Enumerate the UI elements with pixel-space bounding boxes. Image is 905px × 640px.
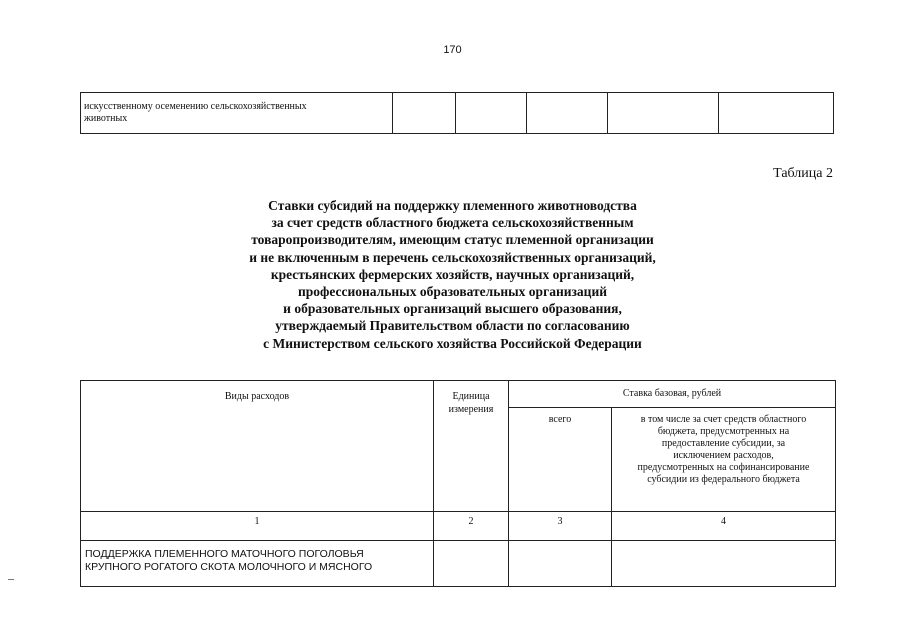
table-row xyxy=(81,541,836,587)
header-including-line: бюджета, предусмотренных на xyxy=(657,425,790,437)
column-number: 3 xyxy=(509,512,612,541)
column-number: 4 xyxy=(612,512,836,541)
header-unit xyxy=(434,381,509,512)
empty-cell xyxy=(527,93,608,134)
cell-text-line: КРУПНОГО РОГАТОГО СКОТА МОЛОЧНОГО И МЯСНОГО xyxy=(85,561,373,573)
header-unit-line: Единица xyxy=(452,391,490,402)
column-number-row xyxy=(81,512,836,541)
header-including-line: в том числе за счет средств областного xyxy=(640,413,807,425)
header-including xyxy=(612,407,836,511)
header-including-line: предоставление субсидии, за xyxy=(661,437,786,449)
header-total: всего xyxy=(509,407,612,511)
title-line: крестьянских фермерских хозяйств, научных организаций, xyxy=(270,266,635,282)
header-including-line: субсидии из федерального бюджета xyxy=(647,473,800,485)
title-line: Ставки субсидий на поддержку племенного животноводства xyxy=(268,198,637,213)
empty-cell xyxy=(719,93,834,134)
margin-mark xyxy=(8,579,14,580)
empty-cell xyxy=(393,93,456,134)
empty-cell xyxy=(612,541,836,587)
header-expense-types: Виды расходов xyxy=(81,381,434,512)
table-row xyxy=(81,93,834,134)
header-base-rate: Ставка базовая, рублей xyxy=(509,381,836,408)
title-line: с Министерством сельского хозяйства Российской Федерации xyxy=(263,335,642,351)
page-number: 170 xyxy=(443,44,462,56)
title-line: за счет средств областного бюджета сельскохозяйственным xyxy=(271,215,634,231)
column-number: 2 xyxy=(434,512,509,541)
header-including-line: исключением расходов, xyxy=(673,449,774,461)
title-line: профессиональных образовательных организаций xyxy=(297,284,608,300)
title-line: и не включенным в перечень сельскохозяйственных организаций, xyxy=(249,249,656,265)
header-unit-line: измерения xyxy=(448,404,494,415)
empty-cell xyxy=(456,93,527,134)
table-title xyxy=(0,197,905,352)
header-including-line: предусмотренных на софинансирование xyxy=(637,461,810,473)
table-caption: Таблица 2 xyxy=(773,166,833,181)
empty-cell xyxy=(608,93,719,134)
header-row xyxy=(81,381,836,408)
continued-table xyxy=(80,92,834,134)
empty-cell xyxy=(509,541,612,587)
column-number: 1 xyxy=(81,512,434,541)
title-line: товаропроизводителям, имеющим статус племенной организации xyxy=(251,232,654,248)
cell-text-line: животных xyxy=(84,113,128,124)
cell-text-line: ПОДДЕРЖКА ПЛЕМЕННОГО МАТОЧНОГО ПОГОЛОВЬЯ xyxy=(85,548,364,560)
cell-text-line: искусственному осеменению сельскохозяйственных xyxy=(84,101,307,112)
expense-type-cell xyxy=(81,541,434,587)
title-line: утверждаемый Правительством области по согласованию xyxy=(275,318,630,334)
empty-cell xyxy=(434,541,509,587)
expense-type-cell xyxy=(81,93,393,134)
subsidy-rates-table xyxy=(80,380,836,587)
title-line: и образовательных организаций высшего образования, xyxy=(283,301,622,317)
